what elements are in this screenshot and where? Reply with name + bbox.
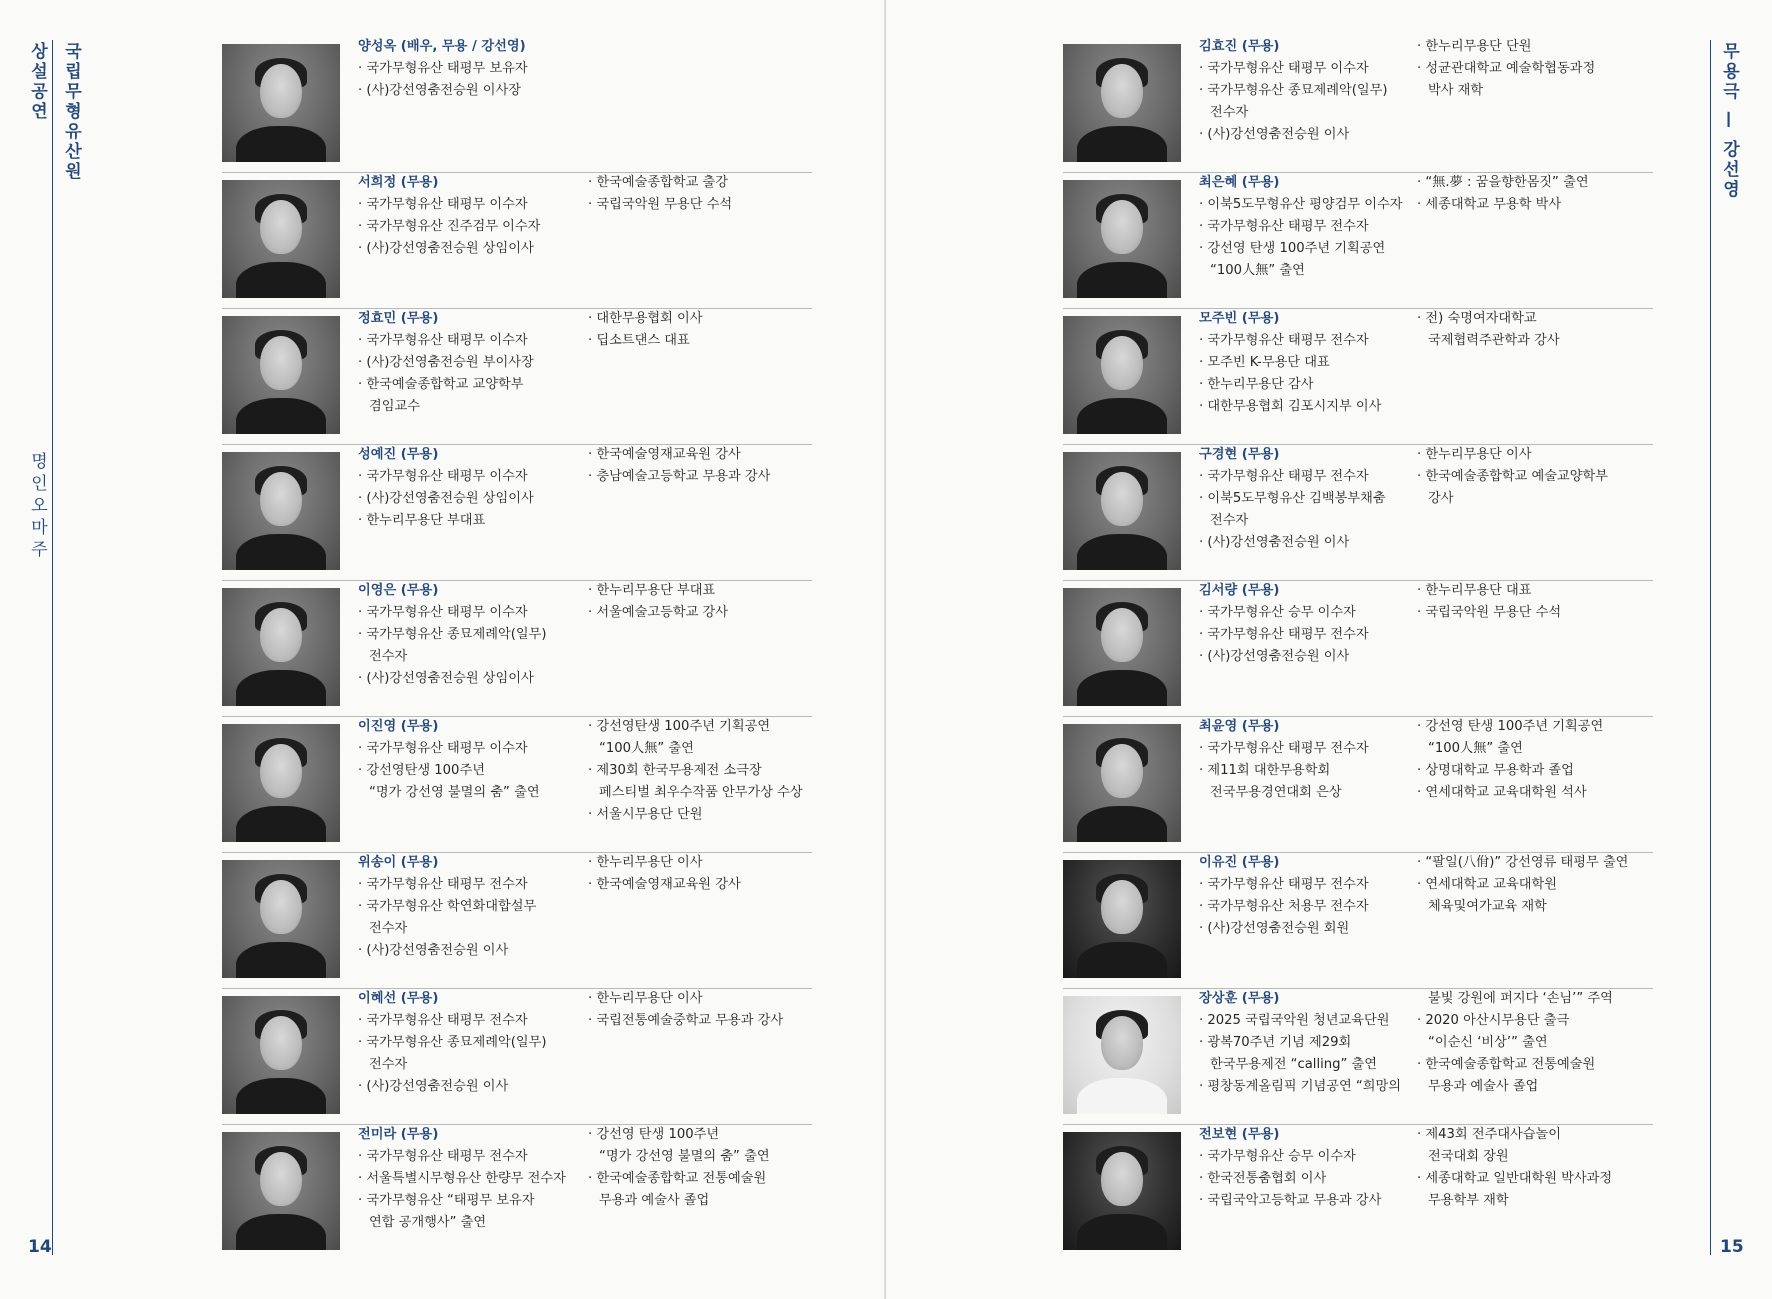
member-photo (222, 1132, 340, 1250)
bio-line: · 충남예술고등학교 무용과 강사 (588, 466, 818, 488)
member-bio-col2 (1417, 1124, 1647, 1212)
bio-line: 전수자 (369, 921, 408, 936)
bio-line: · 국가무형유산 태평무 이수자 (358, 194, 578, 216)
photo-face (260, 744, 302, 798)
bio-line: 연합 공개행사” 출연 (369, 1215, 487, 1230)
bio-line: · “팔일(八佾)” 강선영류 태평무 출연 (1417, 852, 1647, 874)
member-entry (1063, 172, 1653, 308)
member-bio-col2 (588, 1124, 818, 1212)
photo-face (260, 608, 302, 662)
side-title: 상설공연 (27, 42, 47, 122)
member-photo (222, 996, 340, 1114)
member-name: 장상훈 (무용) (1199, 991, 1280, 1006)
photo-face (1101, 1152, 1143, 1206)
photo-body (1077, 942, 1167, 978)
photo-body (236, 942, 326, 978)
bio-line: 무용과 예술사 졸업 (1428, 1079, 1539, 1094)
bio-line: · (사)강선영춤전승원 이사장 (358, 80, 578, 102)
member-photo (222, 452, 340, 570)
bio-line: · 한국예술종합학교 출강 (588, 172, 818, 194)
bio-line: 강사 (1428, 491, 1454, 506)
bio-line: · 세종대학교 일반대학원 박사과정 (1417, 1168, 1647, 1190)
photo-body (1077, 126, 1167, 162)
member-photo (1063, 180, 1181, 298)
bio-line: · 국가무형유산 태평무 이수자 (358, 466, 578, 488)
member-entry (222, 988, 812, 1124)
bio-line: · 국립전통예술중학교 무용과 강사 (588, 1010, 818, 1032)
member-name: 최은혜 (무용) (1199, 175, 1280, 190)
member-bio-col1 (358, 988, 578, 1098)
member-entry (222, 716, 812, 852)
bio-line: · 성균관대학교 예술학협동과정 (1417, 58, 1647, 80)
member-bio-col1 (358, 444, 578, 532)
member-entry (1063, 580, 1653, 716)
bio-line: · 이북5도무형유산 평양검무 이수자 (1199, 194, 1419, 216)
photo-body (1077, 806, 1167, 842)
left-page (0, 0, 885, 1299)
page-number: 15 (1720, 1237, 1744, 1257)
member-photo (222, 44, 340, 162)
photo-body (236, 126, 326, 162)
photo-body (236, 262, 326, 298)
bio-line: 겸임교수 (369, 399, 420, 414)
bio-line: · 서울특별시무형유산 한량무 전수자 (358, 1168, 578, 1190)
member-entry (222, 444, 812, 580)
photo-face (1101, 64, 1143, 118)
photo-face (1101, 1016, 1143, 1070)
member-bio-col2 (588, 716, 818, 826)
bio-line: · 국가무형유산 종묘제례악(일무) (358, 624, 578, 646)
side-subtitle: 국립무형유산원 (61, 42, 81, 182)
photo-body (236, 398, 326, 434)
bio-line: · (사)강선영춤전승원 상임이사 (358, 488, 578, 510)
member-photo (1063, 860, 1181, 978)
bio-line: · 한누리무용단 부대표 (588, 580, 818, 602)
bio-line: · (사)강선영춤전승원 부이사장 (358, 352, 578, 374)
bio-line: · 국가무형유산 종묘제례악(일무) (1199, 80, 1419, 102)
bio-line: 무용학부 재학 (1428, 1193, 1509, 1208)
member-bio-col1 (1199, 1124, 1419, 1212)
bio-line: · 국가무형유산 태평무 보유자 (358, 58, 578, 80)
member-photo (222, 588, 340, 706)
bio-line: · 국가무형유산 태평무 전수자 (358, 1010, 578, 1032)
bio-line: · 국가무형유산 태평무 이수자 (1199, 58, 1419, 80)
bio-line: “명가 강선영 불멸의 춤” 출연 (599, 1149, 770, 1164)
member-bio-col1 (1199, 172, 1419, 282)
member-entry (1063, 308, 1653, 444)
side-title: 무용극 — 강선영 (1719, 42, 1739, 200)
member-photo (1063, 588, 1181, 706)
bio-line: · (사)강선영춤전승원 이사 (1199, 646, 1419, 668)
member-bio-col2 (1417, 580, 1647, 624)
bio-line: · 모주빈 K-무용단 대표 (1199, 352, 1419, 374)
bio-line: · 서울예술고등학교 강사 (588, 602, 818, 624)
bio-line: “100人無” 출연 (1428, 741, 1523, 756)
bio-line: · “無.夢 : 꿈을향한몸짓” 출연 (1417, 172, 1647, 194)
bio-line: 불빛 강원에 퍼지다 ‘손님’” 주역 (1428, 991, 1613, 1006)
bio-line: · 한국예술종합학교 예술교양학부 (1417, 466, 1647, 488)
bio-line: “100人無” 출연 (1210, 263, 1305, 278)
member-name: 정효민 (무용) (358, 311, 439, 326)
right-page (887, 0, 1772, 1299)
member-entry (222, 36, 812, 172)
member-name: 이혜선 (무용) (358, 991, 439, 1006)
bio-line: “100人無” 출연 (599, 741, 694, 756)
member-bio-col2 (1417, 172, 1647, 216)
photo-face (1101, 880, 1143, 934)
bio-line: · 강선영 탄생 100주년 (588, 1124, 818, 1146)
photo-body (1077, 534, 1167, 570)
bio-line: 전수자 (369, 1057, 408, 1072)
bio-line: 체육및여가교육 재학 (1428, 899, 1547, 914)
bio-line: · 한국예술영재교육원 강사 (588, 874, 818, 896)
page-number: 14 (28, 1237, 52, 1257)
photo-face (1101, 744, 1143, 798)
photo-face (1101, 472, 1143, 526)
bio-line: · (사)강선영춤전승원 회원 (1199, 918, 1419, 940)
bio-line: 전수자 (1210, 513, 1249, 528)
bio-line: 전국무용경연대회 은상 (1210, 785, 1342, 800)
member-name: 이진영 (무용) (358, 719, 439, 734)
member-entry (1063, 444, 1653, 580)
photo-body (236, 1214, 326, 1250)
side-lower-title: 명인오마주 (27, 452, 47, 562)
bio-line: · 제11회 대한무용학회 (1199, 760, 1419, 782)
member-bio-col1 (1199, 852, 1419, 940)
member-entry (222, 308, 812, 444)
bio-line: · 상명대학교 무용학과 졸업 (1417, 760, 1647, 782)
member-photo (222, 860, 340, 978)
bio-line: 페스티벌 최우수작품 안무가상 수상 (599, 785, 803, 800)
photo-body (1077, 398, 1167, 434)
bio-line: “이순신 ‘비상’” 출연 (1428, 1035, 1548, 1050)
member-bio-col2 (588, 172, 818, 216)
photo-body (236, 670, 326, 706)
member-bio-col1 (1199, 988, 1419, 1098)
bio-line: · 국가무형유산 태평무 전수자 (1199, 738, 1419, 760)
bio-line: · 국가무형유산 태평무 이수자 (358, 330, 578, 352)
bio-line: · 국가무형유산 처용무 전수자 (1199, 896, 1419, 918)
bio-line: · 대한무용협회 이사 (588, 308, 818, 330)
member-entry (1063, 716, 1653, 852)
bio-line: 전수자 (369, 649, 408, 664)
member-name: 전보현 (무용) (1199, 1127, 1280, 1142)
photo-body (236, 806, 326, 842)
bio-line: · 강선영탄생 100주년 (358, 760, 578, 782)
member-bio-col2 (588, 444, 818, 488)
bio-line: · 평창동계올림픽 기념공연 “희망의 (1199, 1076, 1419, 1098)
bio-line: · 국가무형유산 태평무 전수자 (358, 1146, 578, 1168)
member-photo (222, 180, 340, 298)
member-entry (222, 172, 812, 308)
member-photo (1063, 452, 1181, 570)
member-bio-col2 (588, 580, 818, 624)
bio-line: · 2020 아산시무용단 출극 (1417, 1010, 1647, 1032)
member-name: 양성옥 (배우, 무용 / 강선영) (358, 39, 526, 54)
member-bio-col1 (358, 716, 578, 804)
member-bio-col1 (1199, 36, 1419, 146)
photo-face (260, 1016, 302, 1070)
photo-body (1077, 1214, 1167, 1250)
bio-line: · 한누리무용단 이사 (588, 988, 818, 1010)
member-bio-col1 (358, 580, 578, 690)
bio-line: · 한누리무용단 부대표 (358, 510, 578, 532)
bio-line: · 국가무형유산 태평무 이수자 (358, 738, 578, 760)
bio-line: · (사)강선영춤전승원 상임이사 (358, 238, 578, 260)
bio-line: · 한국전통춤협회 이사 (1199, 1168, 1419, 1190)
member-bio-col2 (1417, 852, 1647, 918)
bio-line: · 국가무형유산 승무 이수자 (1199, 1146, 1419, 1168)
member-bio-col1 (358, 1124, 578, 1234)
member-name: 모주빈 (무용) (1199, 311, 1280, 326)
member-name: 이영은 (무용) (358, 583, 439, 598)
bio-line: 국제협력주관학과 강사 (1428, 333, 1560, 348)
bio-line: · 연세대학교 교육대학원 (1417, 874, 1647, 896)
bio-line: · (사)강선영춤전승원 이사 (358, 940, 578, 962)
member-photo (1063, 996, 1181, 1114)
member-bio-col2 (588, 988, 818, 1032)
member-bio-col1 (1199, 308, 1419, 418)
bio-line: · 강선영 탄생 100주년 기획공연 (1199, 238, 1419, 260)
bio-line: · 국가무형유산 태평무 이수자 (358, 602, 578, 624)
bio-line: · 이북5도무형유산 김백봉부채춤 (1199, 488, 1419, 510)
photo-face (1101, 336, 1143, 390)
bio-line: 전수자 (1210, 105, 1249, 120)
member-entry (1063, 852, 1653, 988)
member-entry (1063, 1124, 1653, 1260)
bio-line: · 대한무용협회 김포시지부 이사 (1199, 396, 1419, 418)
bio-line: · 세종대학교 무용학 박사 (1417, 194, 1647, 216)
bio-line: · 제43회 전주대사습놀이 (1417, 1124, 1647, 1146)
photo-body (1077, 670, 1167, 706)
bio-line: · 한누리무용단 단원 (1417, 36, 1647, 58)
member-photo (222, 724, 340, 842)
bio-line: · 한누리무용단 대표 (1417, 580, 1647, 602)
member-name: 전미라 (무용) (358, 1127, 439, 1142)
photo-face (260, 880, 302, 934)
photo-body (236, 534, 326, 570)
bio-line: · 한국예술종합학교 교양학부 (358, 374, 578, 396)
member-bio-col1 (358, 308, 578, 418)
bio-line: · 한국예술영재교육원 강사 (588, 444, 818, 466)
bio-line: · 광복70주년 기념 제29회 (1199, 1032, 1419, 1054)
bio-line: · 2025 국립국악원 청년교육단원 (1199, 1010, 1419, 1032)
member-entry (1063, 988, 1653, 1124)
member-entry (222, 580, 812, 716)
bio-line: · 국가무형유산 태평무 전수자 (1199, 330, 1419, 352)
member-entry (222, 852, 812, 988)
member-photo (222, 316, 340, 434)
bio-line: · (사)강선영춤전승원 이사 (358, 1076, 578, 1098)
member-name: 최윤영 (무용) (1199, 719, 1280, 734)
photo-face (1101, 200, 1143, 254)
member-bio-col2 (1417, 716, 1647, 804)
member-bio-col2 (1417, 444, 1647, 510)
bio-line: 무용과 예술사 졸업 (599, 1193, 710, 1208)
member-bio-col1 (1199, 716, 1419, 804)
bio-line: · 국가무형유산 태평무 전수자 (1199, 216, 1419, 238)
member-photo (1063, 44, 1181, 162)
bio-line: · 연세대학교 교육대학원 석사 (1417, 782, 1647, 804)
bio-line: · (사)강선영춤전승원 이사 (1199, 124, 1419, 146)
bio-line: · 한국예술종합학교 전통예술원 (1417, 1054, 1647, 1076)
member-entry (222, 1124, 812, 1260)
bio-line: · 국가무형유산 태평무 전수자 (358, 874, 578, 896)
photo-face (1101, 608, 1143, 662)
bio-line: · 국가무형유산 태평무 전수자 (1199, 874, 1419, 896)
member-name: 서희정 (무용) (358, 175, 439, 190)
member-bio-col1 (358, 172, 578, 260)
bio-line: · 딥소트댄스 대표 (588, 330, 818, 352)
bio-line: · (사)강선영춤전승원 상임이사 (358, 668, 578, 690)
member-bio-col2 (588, 852, 818, 896)
member-bio-col1 (358, 852, 578, 962)
bio-line: · 국립국악원 무용단 수석 (1417, 602, 1647, 624)
bio-line: · 강선영 탄생 100주년 기획공연 (1417, 716, 1647, 738)
member-name: 위송이 (무용) (358, 855, 439, 870)
bio-line: · 국가무형유산 진주검무 이수자 (358, 216, 578, 238)
photo-face (260, 64, 302, 118)
bio-line: · 한누리무용단 이사 (588, 852, 818, 874)
photo-face (260, 336, 302, 390)
bio-line: · 한누리무용단 감사 (1199, 374, 1419, 396)
member-bio-col2 (1417, 36, 1647, 102)
bio-line: · 한국예술종합학교 전통예술원 (588, 1168, 818, 1190)
side-divider (1710, 40, 1711, 1255)
bio-line: · 강선영탄생 100주년 기획공연 (588, 716, 818, 738)
bio-line: 한국무용제전 “calling” 출연 (1210, 1057, 1378, 1072)
bio-line: · 국가무형유산 태평무 전수자 (1199, 624, 1419, 646)
photo-face (260, 472, 302, 526)
member-photo (1063, 1132, 1181, 1250)
member-bio-col2 (588, 308, 818, 352)
bio-line: 전국대회 장원 (1428, 1149, 1509, 1164)
photo-body (1077, 262, 1167, 298)
bio-line: 박사 재학 (1428, 83, 1484, 98)
book-spine (884, 0, 886, 1299)
bio-line: · (사)강선영춤전승원 이사 (1199, 532, 1419, 554)
bio-line: · 한누리무용단 이사 (1417, 444, 1647, 466)
side-divider (52, 40, 53, 1255)
member-name: 김서량 (무용) (1199, 583, 1280, 598)
photo-face (260, 200, 302, 254)
bio-line: · 제30회 한국무용제전 소극장 (588, 760, 818, 782)
member-name: 김효진 (무용) (1199, 39, 1280, 54)
bio-line: · 국가무형유산 학연화대합설무 (358, 896, 578, 918)
member-photo (1063, 316, 1181, 434)
bio-line: “명가 강선영 불멸의 춤” 출연 (369, 785, 540, 800)
bio-line: · 서울시무용단 단원 (588, 804, 818, 826)
member-name: 구경현 (무용) (1199, 447, 1280, 462)
bio-line: · 전) 숙명여자대학교 (1417, 308, 1647, 330)
member-entry (1063, 36, 1653, 172)
member-name: 이유진 (무용) (1199, 855, 1280, 870)
bio-line: · 국가무형유산 승무 이수자 (1199, 602, 1419, 624)
bio-line: · 국가무형유산 종묘제례악(일무) (358, 1032, 578, 1054)
bio-line: · 국립국악고등학교 무용과 강사 (1199, 1190, 1419, 1212)
bio-line: · 국립국악원 무용단 수석 (588, 194, 818, 216)
member-bio-col1 (1199, 580, 1419, 668)
member-bio-col1 (358, 36, 578, 102)
photo-face (260, 1152, 302, 1206)
bio-line: · 국가무형유산 “태평무 보유자 (358, 1190, 578, 1212)
member-bio-col2 (1417, 988, 1647, 1098)
member-bio-col1 (1199, 444, 1419, 554)
bio-line: · 국가무형유산 태평무 전수자 (1199, 466, 1419, 488)
photo-body (236, 1078, 326, 1114)
member-bio-col2 (1417, 308, 1647, 352)
photo-body (1077, 1078, 1167, 1114)
member-name: 성예진 (무용) (358, 447, 439, 462)
member-photo (1063, 724, 1181, 842)
